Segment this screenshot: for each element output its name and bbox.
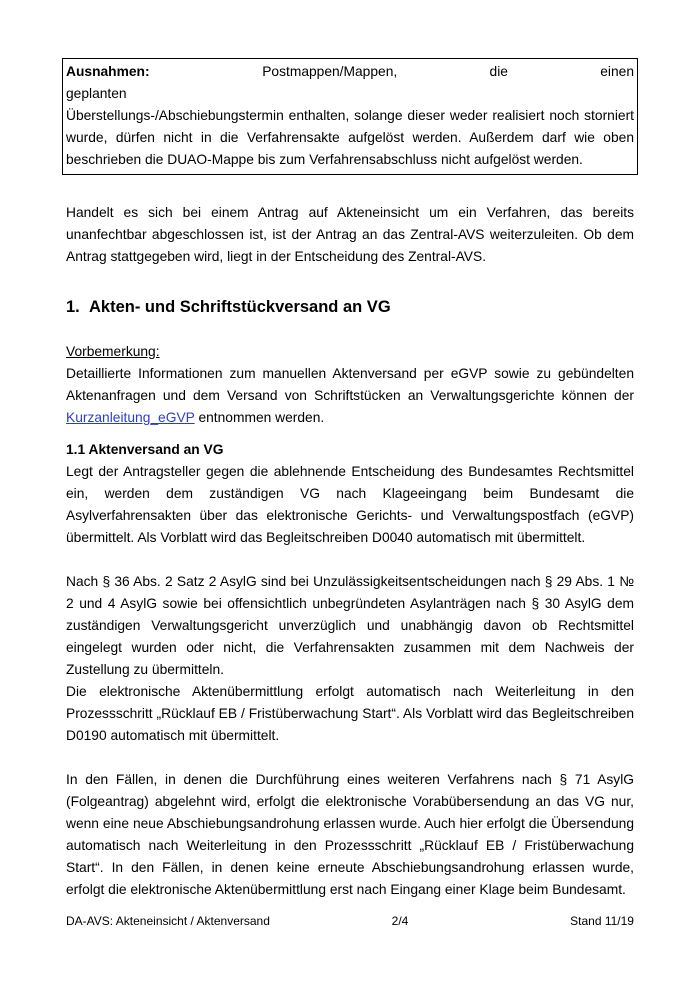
exceptions-first-line bbox=[66, 61, 634, 105]
exceptions-box bbox=[62, 58, 638, 175]
footer-version: Stand 11/19 bbox=[570, 914, 634, 928]
footer-document-title: DA-AVS: Akteneinsicht / Aktenversand bbox=[66, 914, 270, 928]
page-footer bbox=[66, 914, 634, 928]
section-number: 1. bbox=[66, 298, 80, 316]
intro-paragraph: Handelt es sich bei einem Antrag auf Akteneinsicht um ein Verfahren, das bereits unanfechtbar abgeschlossen ist, ist der Antrag an das Zentral-AVS weiterzuleiten. Ob dem Antrag stattgegeben wird, liegt in der Entscheidung des Zentral-AVS. bbox=[66, 205, 634, 264]
subsection-paragraph-2: Nach § 36 Abs. 2 Satz 2 AsylG sind bei Unzulässigkeitsentscheidungen nach § 29 Abs. 1 № 2 und 4 AsylG sowie bei offensichtlich unbegründeten Asylanträgen nach § 30 AsylG dem zuständigen Verwaltungsgericht unverzüglich und unabhängig davon ob Rechtsmittel eingelegt wurden oder nicht, die Verfahrensakten zusammen mit dem Nachweis der Zustellung zu übermitteln. bbox=[66, 574, 634, 677]
exceptions-text: Überstellungs-/Abschiebungstermin enthalten, solange dieser weder realisiert noch storniert wurde, dürfen nicht in die Verfahrensakte aufgelöst werden. Außerdem darf wie oben beschrieben die DUAO-Mappe bis zum Verfahrensabschluss nicht aufgelöst werden. bbox=[66, 108, 634, 167]
subsection-paragraph-3: Die elektronische Aktenübermittlung erfolgt automatisch nach Weiterleitung in den Prozessschritt „Rücklauf EB / Fristüberwachung Start“. Als Vorblatt wird das Begleitschreiben D0190 automatisch mit übermittelt. bbox=[66, 684, 634, 743]
kurzanleitung-egvp-link[interactable]: Kurzanleitung_eGVP bbox=[66, 410, 195, 425]
section-title: Akten- und Schriftstückversand an VG bbox=[89, 298, 391, 316]
preliminary-text-before: Detaillierte Informationen zum manuellen Aktenversand per eGVP sowie zu gebündelten Aktenanfragen und dem Versand von Schriftstücken an Verwaltungsgerichte können der bbox=[66, 366, 634, 403]
exceptions-line1-rest: Postmappen/Mappen, die einen geplanten bbox=[66, 64, 635, 101]
subsection-title: 1.1 Aktenversand an VG bbox=[66, 442, 224, 457]
subsection-paragraph-4: In den Fällen, in denen die Durchführung eines weiteren Verfahrens nach § 71 AsylG (Folgeantrag) abgelehnt wird, erfolgt die elektronische Vorabübersendung an das VG nur, wenn eine neue Abschiebungsandrohung erlassen wurde. Auch hier erfolgt die Übersendung automatisch nach Weiterleitung in den Prozessschritt „Rücklauf EB / Fristüberwachung Start“. In den Fällen, in denen keine erneute Abschiebungsandrohung erlassen wurde, erfolgt die elektronische Aktenübermittlung erst nach Eingang einer Klage beim Bundesamt. bbox=[66, 772, 634, 897]
preliminary-text bbox=[66, 363, 634, 429]
section-heading bbox=[66, 296, 634, 318]
footer-page-number: 2/4 bbox=[391, 914, 409, 928]
subsection-paragraph-1: Legt der Antragsteller gegen die ablehnende Entscheidung des Bundesamtes Rechtsmittel ein, werden dem zuständigen VG nach Klageeingang beim Bundesamt die Asylverfahrensakten über das elektronische Gerichts- und Verwaltungspostfach (eGVP) übermittelt. Als Vorblatt wird das Begleitschreiben D0040 automatisch mit übermittelt. bbox=[66, 464, 634, 545]
document-page bbox=[66, 58, 634, 901]
exceptions-label: Ausnahmen: bbox=[66, 64, 150, 79]
preliminary-text-after: entnommen werden. bbox=[194, 410, 325, 425]
preliminary-label: Vorbemerkung: bbox=[66, 344, 160, 359]
